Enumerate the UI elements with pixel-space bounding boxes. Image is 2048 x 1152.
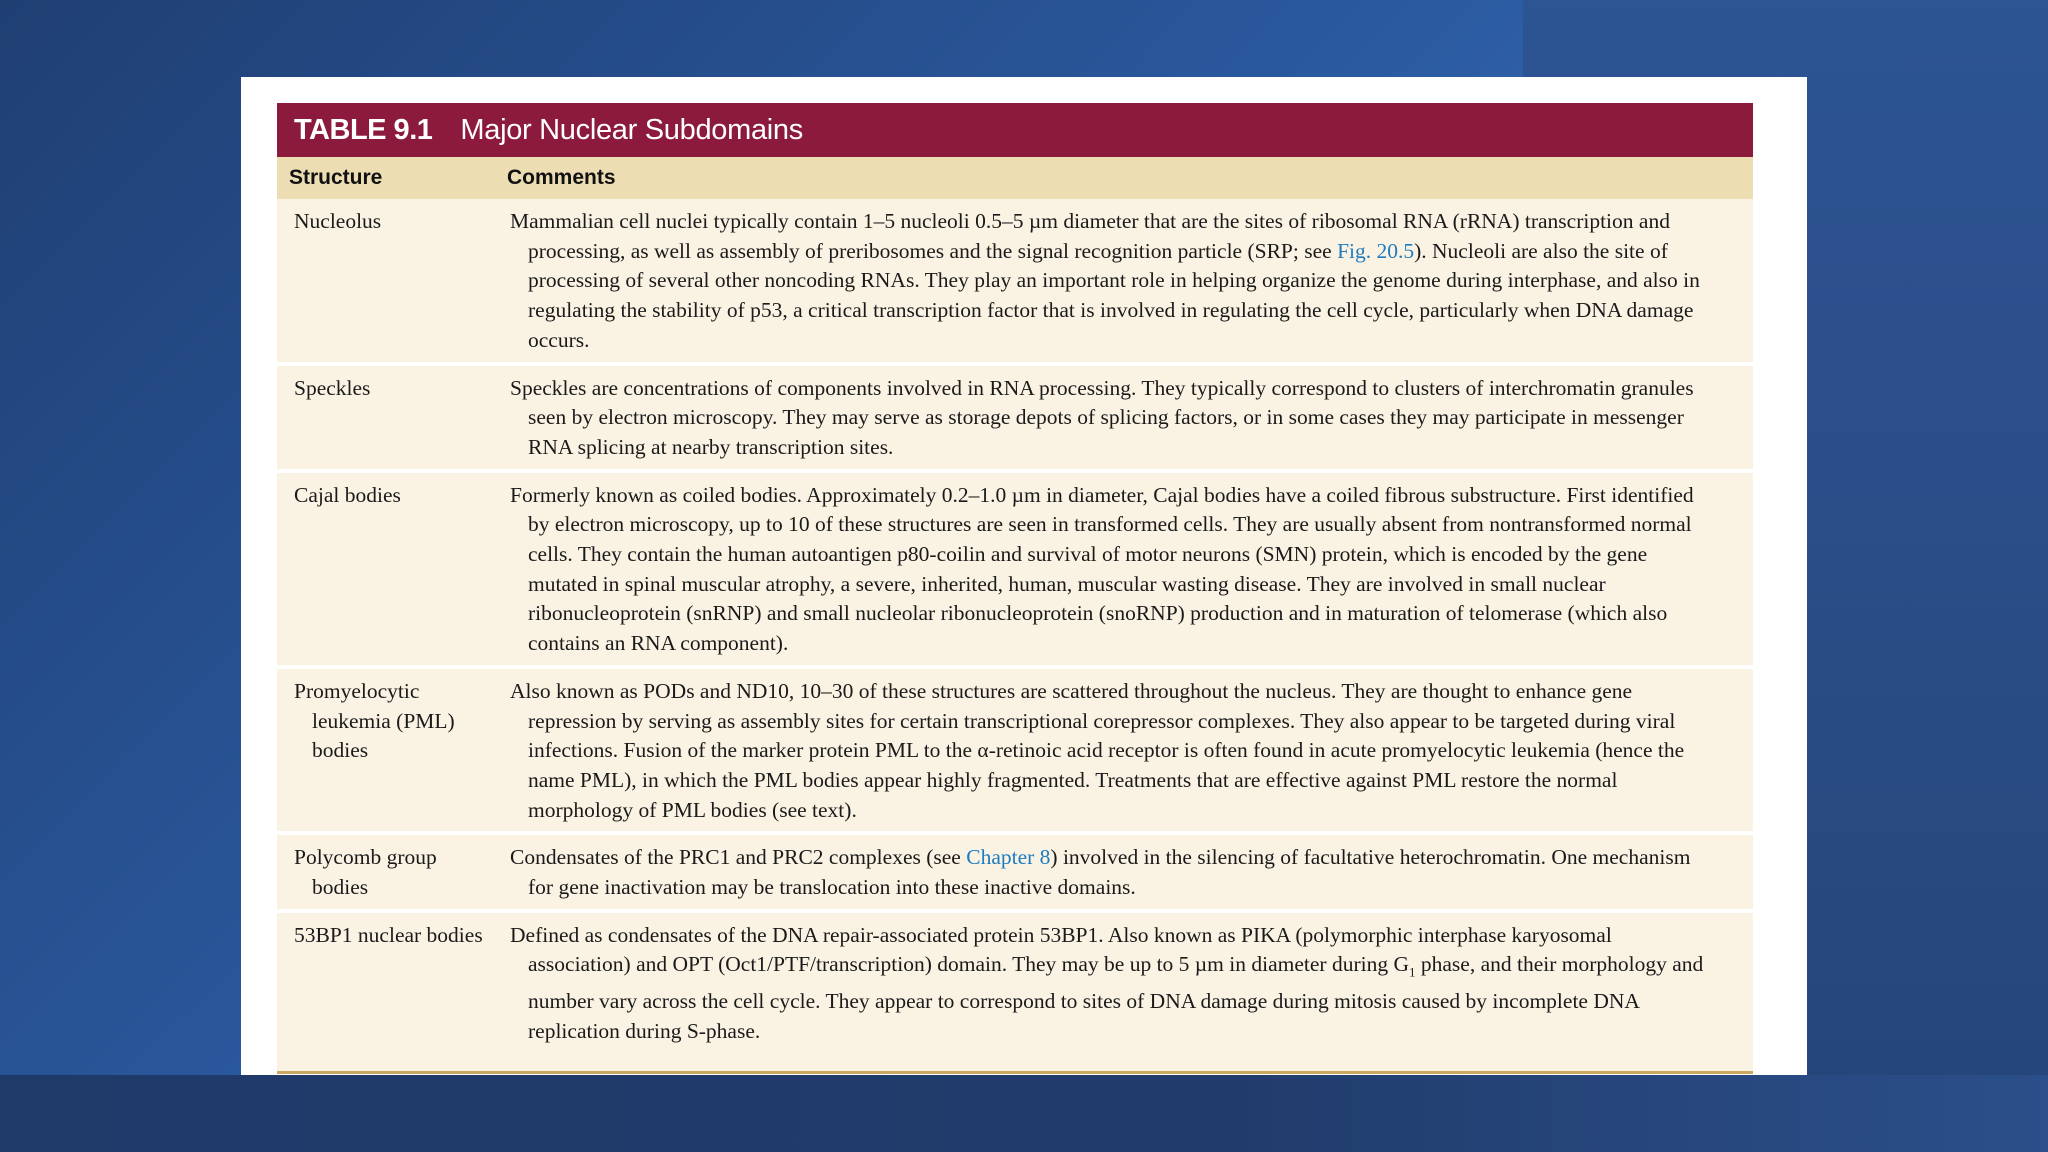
structure-cell: 53BP1 nuclear bodies [294,922,483,947]
comments-cell: Formerly known as coiled bodies. Approximately 0.2–1.0 µm in diameter, Cajal bodies have a coiled fibrous substructure. First identified by electron microscopy, up to 10 of these structures are seen in transformed cells. They are usually absent from nontransformed normal cells. They contain the human autoantigen p80-coilin and survival of motor neurons (SMN) protein, which is encoded by the gene mutated in spinal muscular atrophy, a severe, inherited, human, muscular wasting disease. They are involved in small nuclear ribonucleoprotein (snRNP) and small nucleolar ribonucleoprotein (snoRNP) production and in maturation of telomerase (which also contains an RNA component). [510,482,1694,656]
structure-cell: Speckles [294,375,371,400]
table-row [277,199,1753,362]
comments-cell: Also known as PODs and ND10, 10–30 of these structures are scattered throughout the nucleus. They are thought to enhance gene repression by serving as assembly sites for certain transcriptional corepressor complexes. They also appear to be targeted during viral infections. Fusion of the marker protein PML to the α-retinoic acid receptor is often found in acute promyelocytic leukemia (hence the name PML), in which the PML bodies appear highly fragmented. Treatments that are effective against PML restore the normal morphology of PML bodies (see text). [510,678,1685,822]
table-row [277,469,1753,665]
slide-card [241,77,1807,1075]
column-header-comments: Comments [507,166,616,189]
comments-cell: Defined as condensates of the DNA repair-associated protein 53BP1. Also known as PIKA (polymorphic interphase karyosomal association) and OPT (Oct1/PTF/transcription) domain. They may be up to 5 µm in diameter during $G_1$ phase, and their morphology and number vary across the cell cycle. They appear to correspond to sites of DNA damage during mitosis caused by incomplete DNA replication during S-phase. [510,922,1704,1044]
structure-cell: Polycomb group bodies [294,845,437,900]
chapter-reference-link[interactable]: Chapter 8 [966,845,1051,870]
structure-cell: Promyelocytic leukemia (PML) bodies [294,678,455,763]
table-header-row [277,157,1753,199]
comments-cell: Mammalian cell nuclei typically contain 1–5 nucleoli 0.5–5 µm diameter that are the sites of ribosomal RNA (rRNA) transcription and processing, as well as assembly of preribosomes and the signal recognition particle (SRP; see Fig. 20.5). Nucleoli are also the site of processing of several other noncoding RNAs. They play an important role in helping organize the genome during interphase, and also in regulating the stability of p53, a critical transcription factor that is involved in regulating the cell cycle, particularly when DNA damage occurs. [510,209,1700,352]
comments-cell: Speckles are concentrations of components involved in RNA processing. They typically correspond to clusters of interchromatin granules seen by electron microscopy. They may serve as storage depots of splicing factors, or in some cases they may participate in messenger RNA splicing at nearby transcription sites. [510,375,1694,459]
table-row [277,665,1753,832]
structure-cell: Nucleolus [294,209,382,233]
table-title-bar [277,103,1753,157]
table-row [277,831,1753,908]
nuclear-subdomains-table [277,103,1753,1074]
table-title: Major Nuclear Subdomains [460,113,803,146]
structure-cell: Cajal bodies [294,482,401,507]
table-row [277,909,1753,1053]
column-header-structure: Structure [289,166,383,189]
comments-cell: Condensates of the PRC1 and PRC2 complexes (see Chapter 8) involved in the silencing of facultative heterochromatin. One mechanism for gene inactivation may be translocation into these inactive domains. [510,845,1691,900]
table-row [277,362,1753,469]
background-panel-bottom [0,1075,2048,1152]
figure-reference-link[interactable]: Fig. 20.5 [1337,238,1415,263]
table-label: TABLE 9.1 [294,113,433,146]
